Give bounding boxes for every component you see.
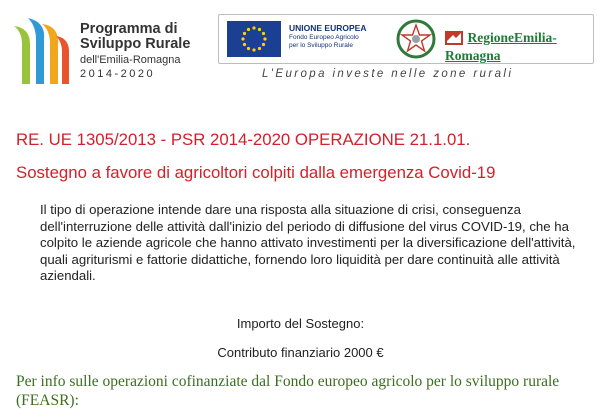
psr-title-line1: Programma di <box>80 21 178 37</box>
italian-republic-emblem-icon <box>395 18 437 60</box>
eu-title: UNIONE EUROPEA <box>289 23 367 33</box>
eu-flag-icon <box>227 21 281 57</box>
psr-logo <box>12 14 212 88</box>
eu-tagline: L'Europa investe nelle zone rurali <box>262 68 514 80</box>
operation-subtitle: Sostegno a favore di agricoltori colpiti dalla emergenza Covid-19 <box>16 163 496 182</box>
eu-fund-line2: per lo Sviluppo Rurale <box>289 42 353 49</box>
financial-contribution: Contributo finanziario 2000 € <box>217 345 384 360</box>
header <box>0 0 601 100</box>
support-amount-label: Importo del Sostegno: <box>236 316 365 331</box>
regione-mark-icon <box>445 29 463 47</box>
operation-title: RE. UE 1305/2013 - PSR 2014-2020 OPERAZIONE 21.1.01. <box>16 130 471 149</box>
eu-fund-line1: Fondo Europeo Agricolo <box>289 34 359 41</box>
leaf-sprouts-icon <box>12 14 72 88</box>
description-paragraph: Il tipo di operazione intende dare una risposta alla situazione di crisi, conseguenza dell'interruzione delle attività dall'inizio del periodo di diffusione del virus COVID-19, che ha colpito le aziende agricole che hanno attivato investimenti per la diversificazione dell'attività, quali agriturismi e fattorie didattiche, fornendo loro liquidità per dare continuità alle attività aziendali. <box>40 202 576 283</box>
regione-logo <box>445 29 593 65</box>
feasr-info-text: Per info sulle operazioni cofinanziate dal Fondo europeo agricolo per lo sviluppo rurale (FEASR): <box>16 373 560 409</box>
psr-period-line: 2014-2020 <box>80 68 156 80</box>
psr-title-line2: Sviluppo Rurale <box>80 36 191 52</box>
regione-name: RegioneEmilia-Romagna <box>445 30 557 63</box>
psr-region-line: dell'Emilia-Romagna <box>80 54 181 66</box>
institutional-logos <box>218 14 594 64</box>
